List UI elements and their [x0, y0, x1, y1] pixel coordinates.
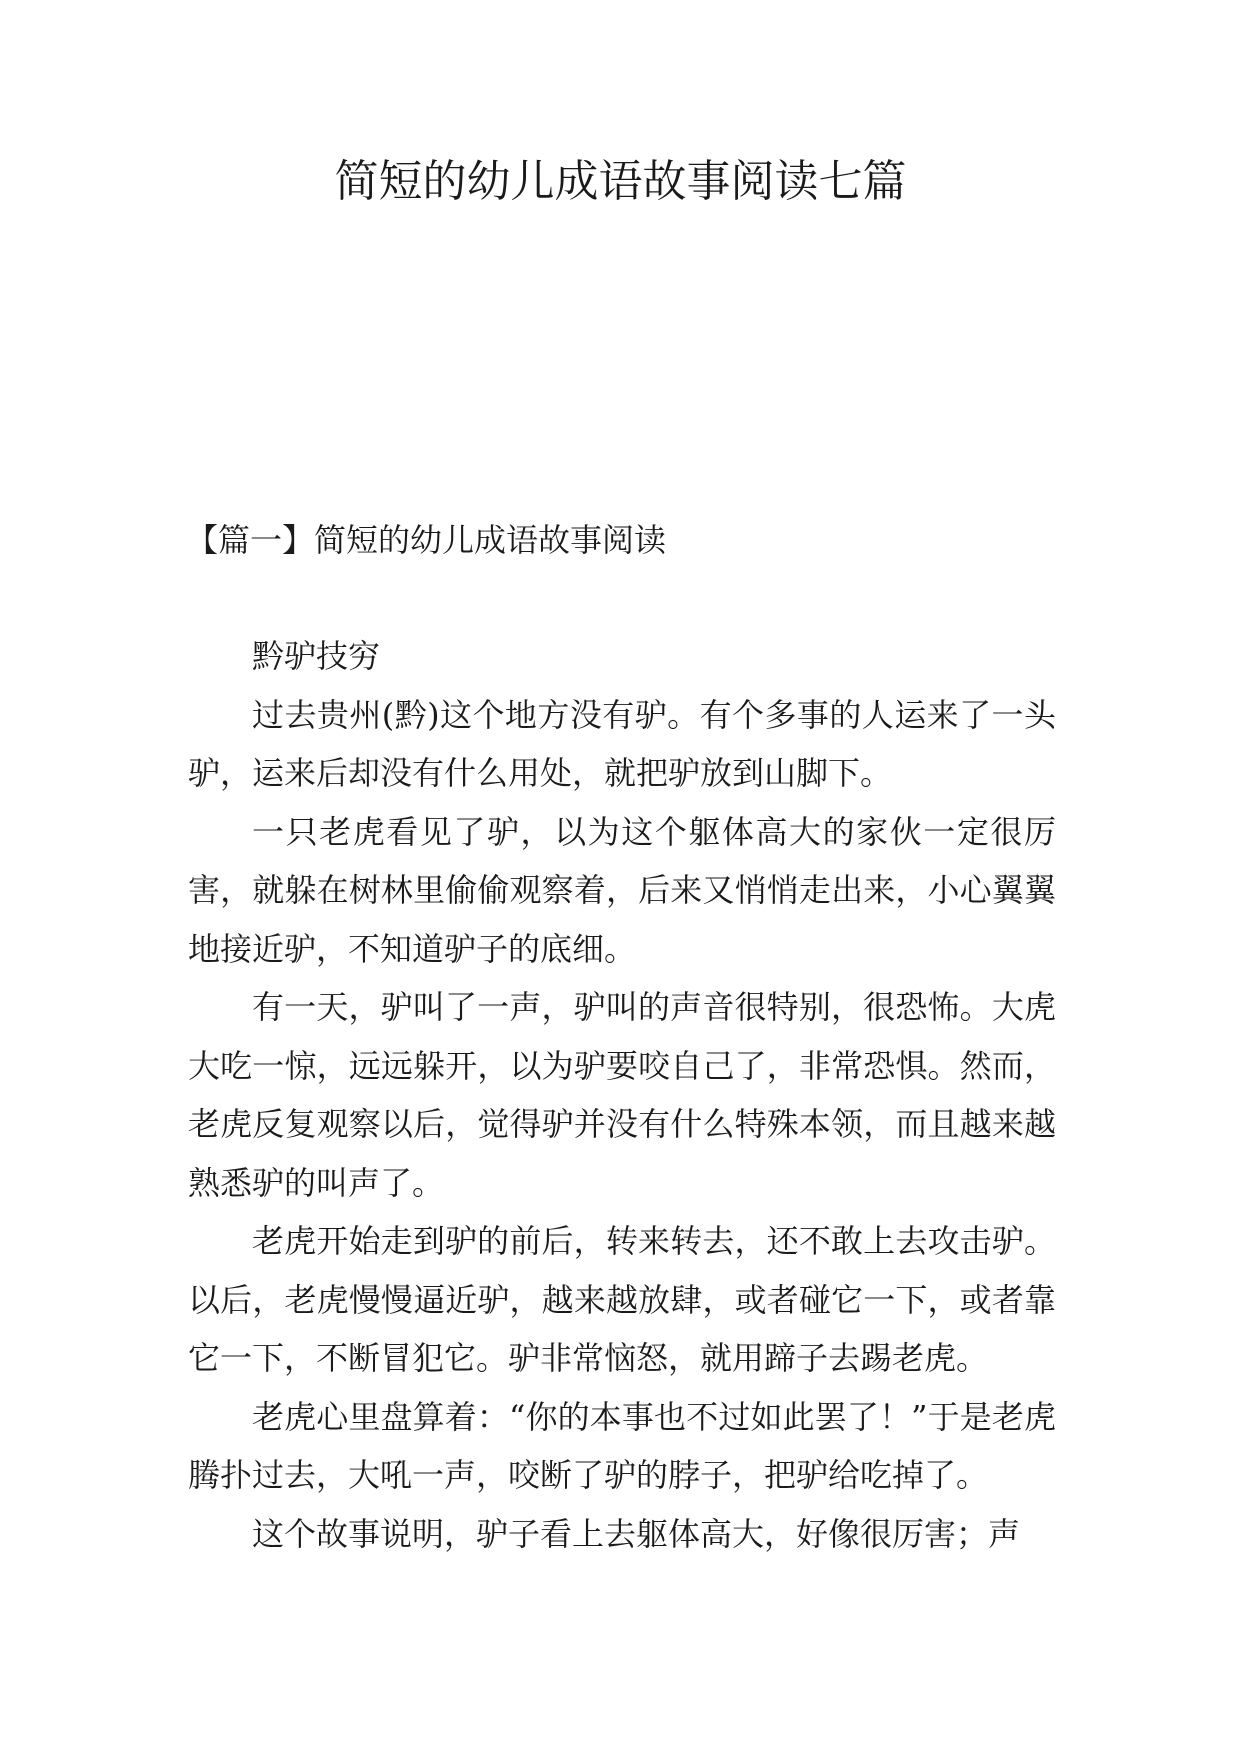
story-body: [188, 627, 1056, 1563]
story-paragraph: 过去贵州(黔)这个地方没有驴。有个多事的人运来了一头驴，运来后却没有什么用处，就把驴放到山脚下。: [188, 695, 1056, 792]
story-paragraph: 老虎开始走到驴的前后，转来转去，还不敢上去攻击驴。以后，老虎慢慢逼近驴，越来越放肆，或者碰它一下，或者靠它一下，不断冒犯它。驴非常恼怒，就用蹄子去踢老虎。: [188, 1222, 1056, 1377]
story-paragraph: 一只老虎看见了驴，以为这个躯体高大的家伙一定很厉害，就躲在树林里偷偷观察着，后来又悄悄走出来，小心翼翼地接近驴，不知道驴子的底细。: [188, 812, 1056, 968]
document-title: 简短的幼儿成语故事阅读七篇: [334, 156, 907, 207]
story-title: 黔驴技穷: [252, 637, 381, 675]
story-paragraph: 老虎心里盘算着：“你的本事也不过如此罢了！”于是老虎腾扑过去，大吼一声，咬断了驴的脖子，把驴给吃掉了。: [188, 1397, 1056, 1494]
section-heading: 【篇一】简短的幼儿成语故事阅读: [186, 521, 667, 559]
story-paragraph: 这个故事说明，驴子看上去躯体高大，好像很厉害；声: [252, 1514, 1021, 1553]
story-paragraph: 有一天，驴叫了一声，驴叫的声音很特别，很恐怖。大虎大吃一惊，远远躲开，以为驴要咬自己了，非常恐惧。然而，老虎反复观察以后，觉得驴并没有什么特殊本领，而且越来越熟悉驴的叫声了。: [188, 988, 1056, 1202]
